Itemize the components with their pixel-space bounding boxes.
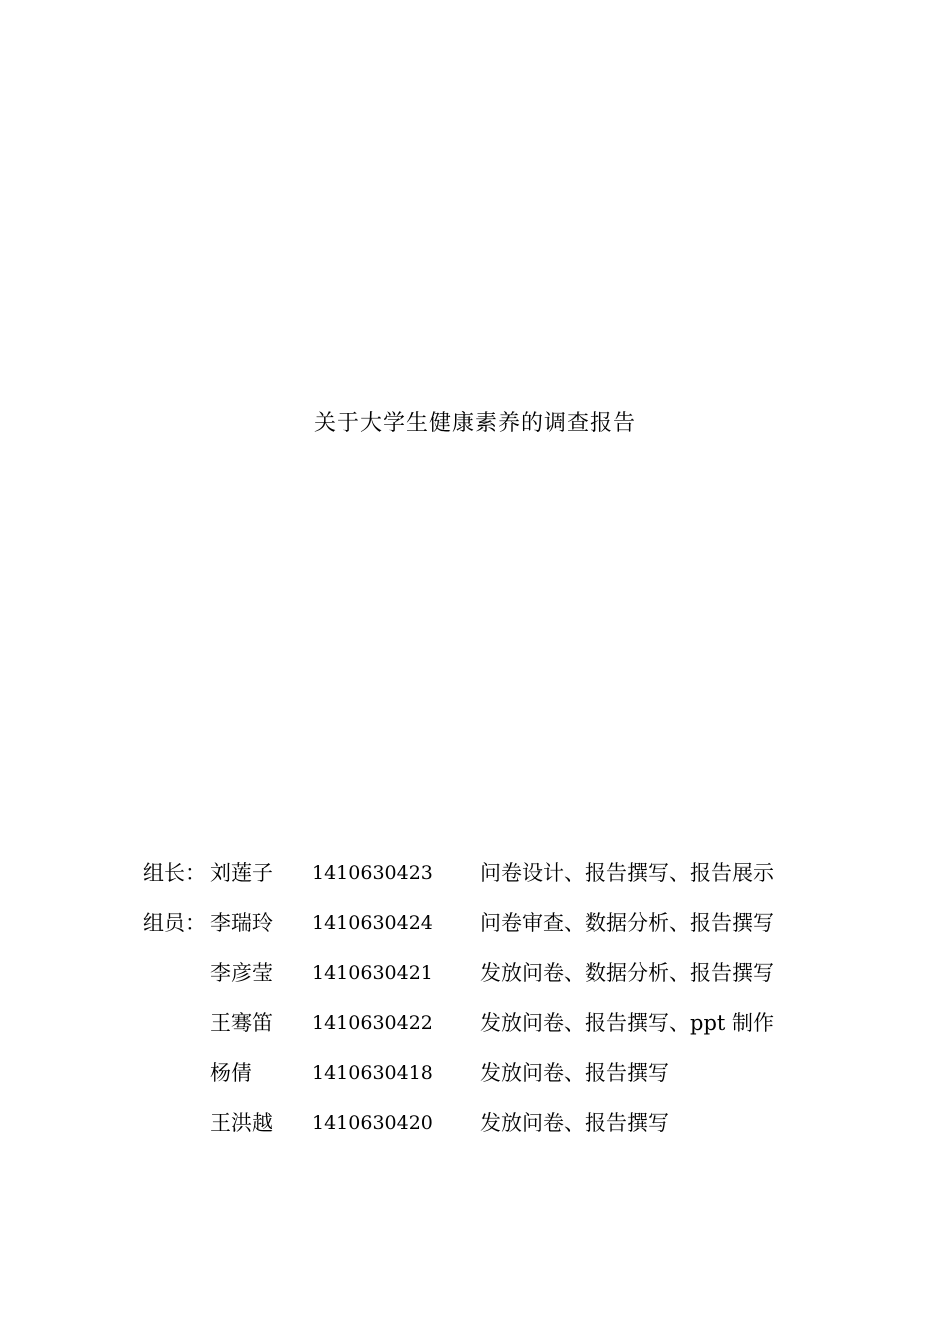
member-name: 李彦莹 — [210, 961, 273, 985]
member-tasks: 发放问卷、报告撰写 — [480, 1061, 669, 1085]
member-student-id: 1410630422 — [312, 1012, 433, 1034]
member-tasks: 发放问卷、报告撰写 — [480, 1111, 669, 1135]
member-student-id: 1410630421 — [312, 962, 433, 984]
member-row — [143, 956, 863, 1006]
member-student-id: 1410630420 — [312, 1112, 433, 1134]
member-student-id: 1410630424 — [312, 912, 433, 934]
member-list — [143, 856, 863, 1156]
member-role: 组长： — [143, 861, 206, 885]
member-role: 组员： — [143, 911, 206, 935]
member-name: 杨倩 — [210, 1061, 252, 1085]
member-name: 王洪越 — [210, 1111, 273, 1135]
member-row — [143, 1056, 863, 1106]
member-name: 李瑞玲 — [210, 911, 273, 935]
member-name: 刘莲子 — [210, 861, 273, 885]
member-row — [143, 1106, 863, 1156]
member-row — [143, 1006, 863, 1056]
member-row — [143, 906, 863, 956]
member-tasks: 问卷设计、报告撰写、报告展示 — [480, 861, 774, 885]
report-title: 关于大学生健康素养的调查报告 — [313, 411, 636, 436]
member-student-id: 1410630418 — [312, 1062, 433, 1084]
member-name: 王骞笛 — [210, 1011, 273, 1035]
member-tasks: 发放问卷、数据分析、报告撰写 — [480, 961, 774, 985]
member-tasks: 发放问卷、报告撰写、ppt 制作 — [480, 1011, 774, 1035]
member-row-leader — [143, 856, 863, 906]
member-student-id: 1410630423 — [312, 862, 433, 884]
member-tasks: 问卷审查、数据分析、报告撰写 — [480, 911, 774, 935]
